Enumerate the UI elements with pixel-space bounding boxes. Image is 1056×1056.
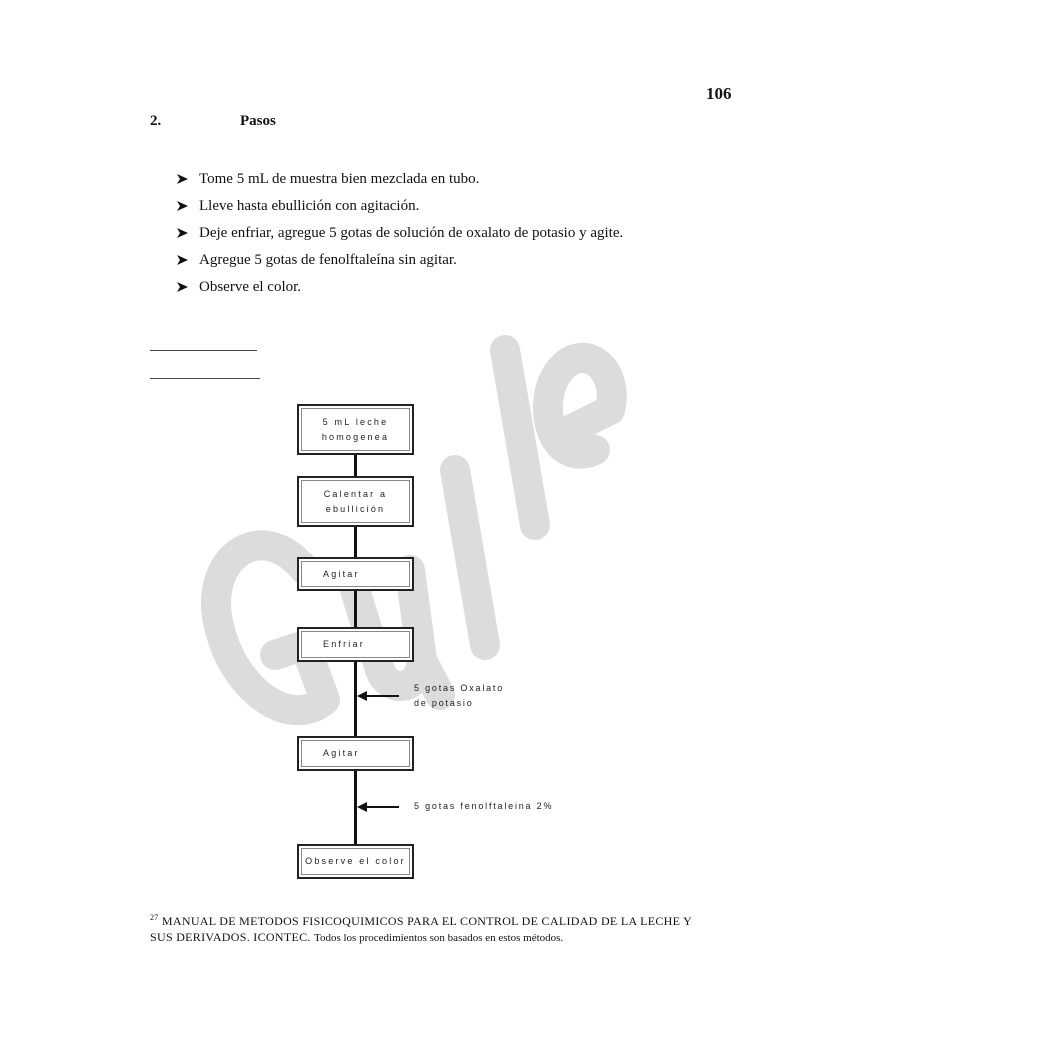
footnote-text: MANUAL DE METODOS FISICOQUIMICOS PARA EL CONTROL DE CALIDAD DE LA LECHE Y SUS DERIVADOS. ICONTEC. — [150, 914, 692, 944]
flowchart-box-label: 5 mL leche homogenea — [321, 416, 390, 442]
flowchart-box-stir — [297, 557, 414, 591]
flowchart-box-label: Observe el color — [305, 856, 406, 866]
watermark — [140, 300, 660, 780]
step-text: Lleve hasta ebullición con agitación. — [199, 198, 420, 214]
list-item — [176, 278, 623, 305]
input-label-phenolphthalein: 5 gotas fenolftaleina 2% — [414, 801, 554, 811]
arrow-bullet-icon — [176, 170, 199, 185]
flowchart-box-label: Enfriar — [323, 639, 365, 649]
flowchart-box-cool — [297, 627, 414, 662]
list-item — [176, 197, 623, 224]
footnote — [150, 910, 710, 946]
section-heading — [150, 113, 276, 130]
list-item — [176, 224, 623, 251]
step-text: Deje enfriar, agregue 5 gotas de solución de oxalato de potasio y agite. — [199, 225, 624, 241]
flowchart-box-label: Calentar a ebullición — [323, 488, 388, 514]
steps-list — [176, 170, 623, 305]
input-arrow-icon — [357, 689, 399, 703]
arrow-bullet-icon — [176, 224, 199, 239]
step-text: Tome 5 mL de muestra bien mezclada en tubo. — [199, 171, 480, 187]
list-item — [176, 170, 623, 197]
list-item — [176, 251, 623, 278]
arrow-bullet-icon — [176, 251, 199, 266]
footnote-rule — [150, 378, 260, 379]
flowchart-box-label: Agitar — [323, 568, 360, 579]
arrow-bullet-icon — [176, 197, 199, 212]
section-number: 2. — [150, 113, 162, 129]
arrow-bullet-icon — [176, 278, 199, 293]
footnote-marker: 27 — [150, 913, 159, 922]
flowchart-box-heat — [297, 476, 414, 527]
footnote-note: Todos los procedimientos son basados en estos métodos. — [314, 932, 564, 944]
section-title: Pasos — [240, 113, 276, 129]
flowchart-box-label: Agitar — [323, 748, 360, 758]
flowchart-box-stir-2 — [297, 736, 414, 771]
page-number: 106 — [706, 84, 732, 103]
step-text: Agregue 5 gotas de fenolftaleína sin agitar. — [199, 252, 457, 268]
input-label-oxalate: 5 gotas Oxalato de potasio — [414, 683, 505, 708]
input-arrow-icon — [357, 800, 399, 814]
flowchart-box-end — [297, 844, 414, 879]
step-text: Observe el color. — [199, 279, 302, 295]
flowchart-box-start — [297, 404, 414, 455]
footnote-rule — [150, 350, 257, 351]
